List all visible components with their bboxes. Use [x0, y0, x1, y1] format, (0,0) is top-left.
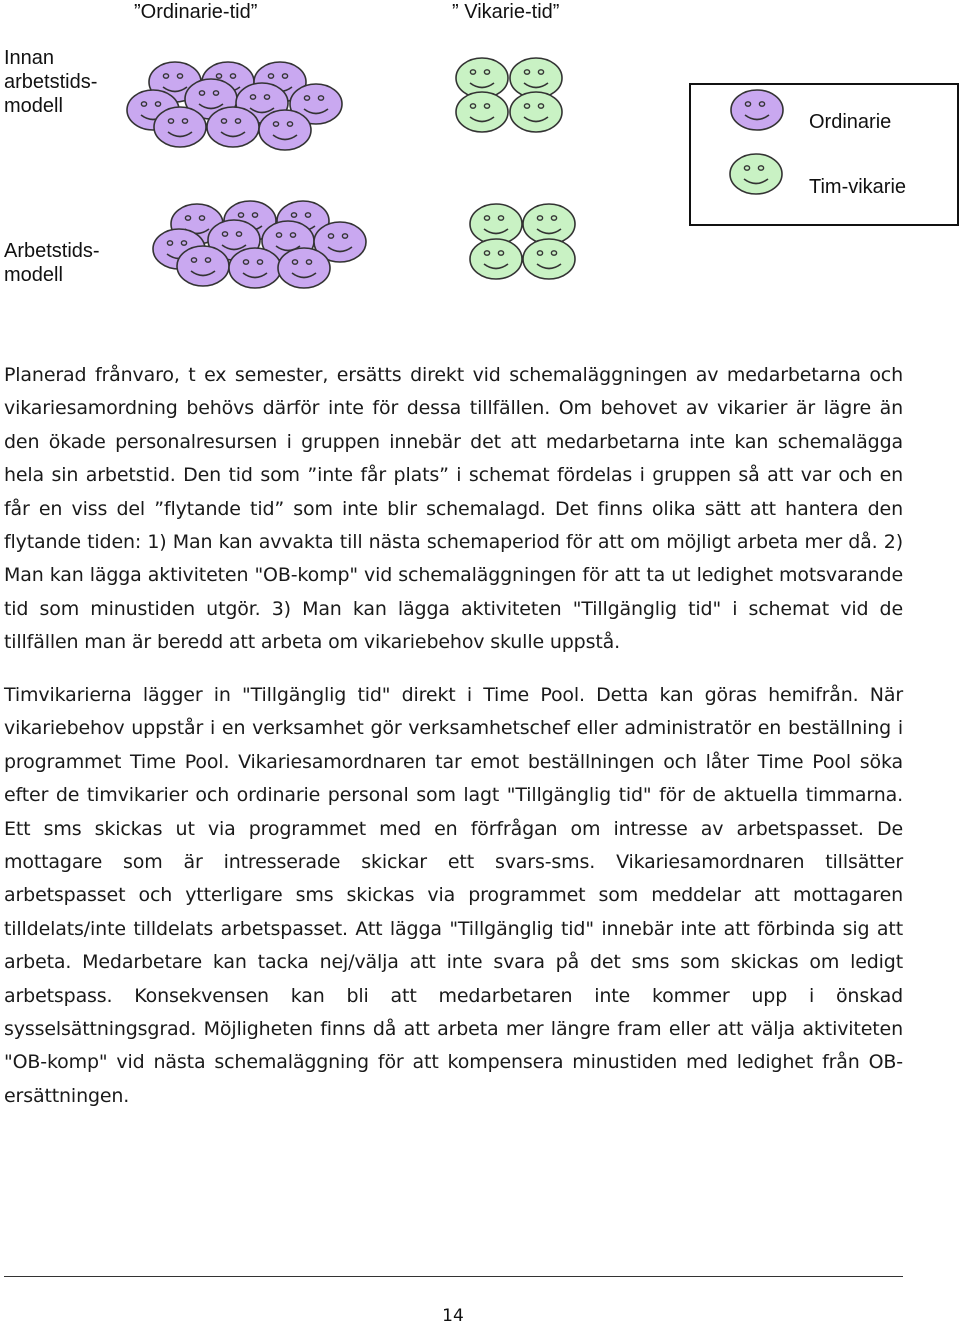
row-label-before: Innan arbetstids- modell — [4, 47, 98, 117]
smiley-face-icon-ordinary-model-8 — [229, 248, 281, 288]
smiley-face-icon-ordinary-model-7 — [177, 246, 229, 286]
smiley-face-icon-substitute-model-3 — [523, 239, 575, 279]
smiley-face-icon-ordinary-model-9 — [278, 248, 330, 288]
legend-label-ordinary: Ordinarie — [809, 111, 892, 133]
legend-box — [689, 83, 959, 226]
smiley-face-icon-substitute-model-1 — [523, 204, 575, 244]
body-paragraph-2: Timvikarierna lägger in "Tillgänglig tid" direkt i Time Pool. Detta kan göras hemifrån. När vikariebehov uppstår i en verksamhet gör verksamhetschef eller administratör en beställning i programmet Time Pool. Vikariesamordnaren tar emot beställningen och låter Time Pool söka efter de timvikarier och ordinarie personal som lagt "Tillgänglig tid" för de aktuella timmarna. Ett sms skickas ut via programmet med en förfrågan om intresse av arbetspasset. De mottagare som är intresserade skickar ett svars-sms. Vikariesamordnaren tillsätter arbetspasset och ytterligare sms skickas via programmet som meddelar att mottagaren tilldelats/inte tilldelats arbetspasset. Att lägga "Tillgänglig tid" innebär inte att förbinda sig att arbeta. Medarbetare kan tacka nej/välja att inte svara på det sms som skickas om ledigt arbetspass. Konsekvensen kan bli att medarbetaren inte kommer upp i önskad sysselsättningsgrad. Möjligheten finns då att arbeta mer längre fram eller att välja aktiviteten "OB-komp" vid nästa schemaläggning för att kompensera minustiden med ledighet från OB-ersättningen. — [4, 684, 903, 1107]
smiley-face-icon-substitute-model-0 — [470, 204, 522, 244]
column-header-ordinary: ”Ordinarie-tid” — [134, 1, 258, 23]
body-paragraph-1: Planerad frånvaro, t ex semester, ersätts direkt vid schemaläggningen av medarbetarna och vikariesamordning behövs därför inte för dessa tillfällen. Om behovet av vikarier är lägre än den ökade personalresursen i gruppen innebär det att medarbetarna inte kan schemalägga hela sin arbetstid. Den tid som ”inte får plats” i schemat fördelas i gruppen så att var och en får en viss del ”flytande tid” som inte blir schemalagd. Det finns olika sätt att hantera den flytande tiden: 1) Man kan avvakta till nästa schemaperiod för att om möjligt arbeta mer då. 2) Man kan lägga aktiviteten "OB-komp" vid schemaläggningen för att ta ut ledighet motsvarande tid som minustiden utgör. 3) Man kan lägga aktiviteten "Tillgänglig tid" i schemat vid de tillfällen man är beredd att arbeta om vikariebehov skulle uppstå. — [4, 364, 903, 654]
page-number: 14 — [442, 1306, 464, 1326]
smiley-face-icon-substitute-model-2 — [470, 239, 522, 279]
smiley-face-icon-ordinary-before-8 — [207, 107, 259, 147]
footer-rule — [4, 1276, 903, 1277]
smiley-groups — [127, 58, 783, 288]
legend-label-hourly-substitute: Tim-vikarie — [809, 176, 907, 198]
row-label-working-time-model: Arbetstids- modell — [4, 240, 100, 286]
smiley-face-icon-substitute-before-2 — [456, 92, 508, 132]
smiley-face-icon-ordinary-before-9 — [259, 110, 311, 150]
column-header-substitute: ” Vikarie-tid” — [452, 1, 560, 23]
smiley-face-icon-substitute-before-3 — [510, 92, 562, 132]
smiley-face-icon-ordinary-before-7 — [154, 107, 206, 147]
